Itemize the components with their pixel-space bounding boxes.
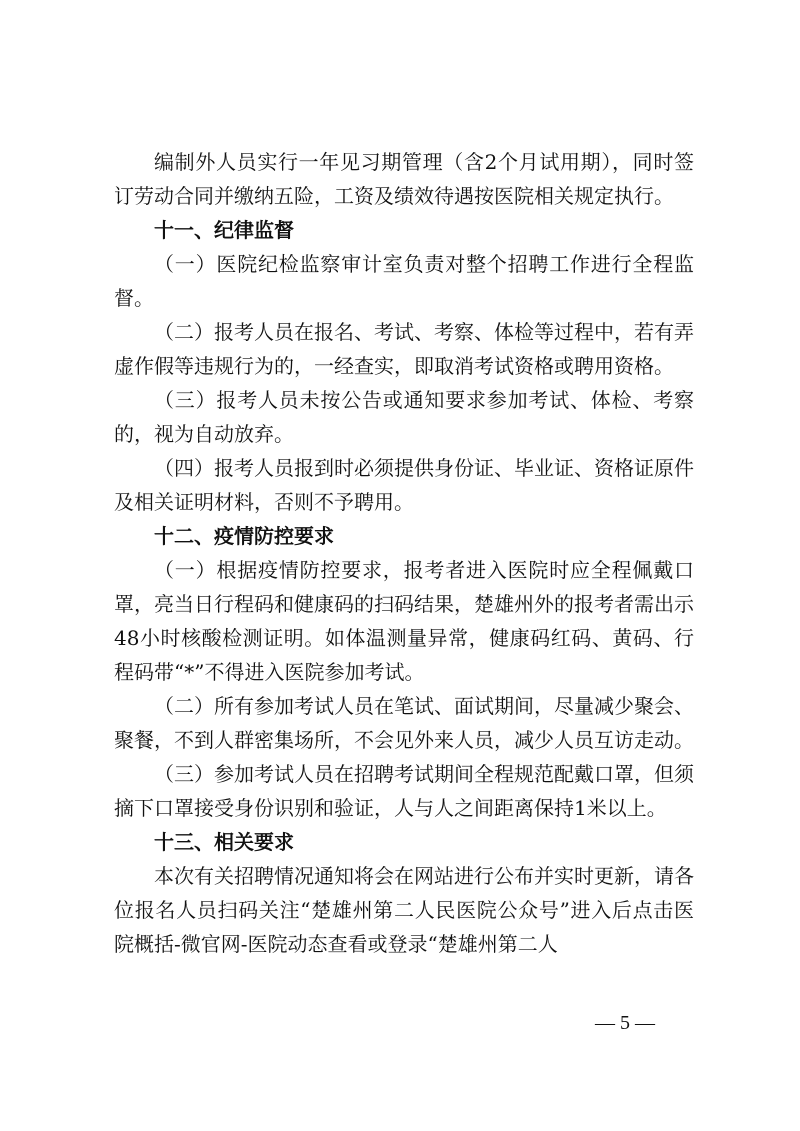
heading-epidemic: 十二、疫情防控要求 bbox=[154, 524, 334, 548]
paragraph-epidemic-1: （一）根据疫情防控要求，报考者进入医院时应全程佩戴口罩，亮当日行程码和健康码的扫码结果，楚雄州外的报考者需出示48小时核酸检测证明。如体温测量异常，健康码红码、黄码、行程码带“*”不得进入医院参加考试。 bbox=[114, 558, 694, 684]
paragraph-discipline-3: （三）报考人员未按公告或通知要求参加考试、体检、考察的，视为自动放弃。 bbox=[114, 388, 694, 446]
page-number: — 5 — bbox=[595, 1012, 655, 1034]
heading-discipline: 十一、纪律监督 bbox=[154, 218, 294, 242]
document-body bbox=[114, 145, 694, 961]
paragraph-discipline-2: （二）报考人员在报名、考试、考察、体检等过程中，若有弄虚作假等违规行为的，一经查实，即取消考试资格或聘用资格。 bbox=[114, 320, 694, 378]
paragraph-discipline-4: （四）报考人员报到时必须提供身份证、毕业证、资格证原件及相关证明材料，否则不予聘用。 bbox=[114, 456, 694, 514]
paragraph-discipline-1: （一）医院纪检监察审计室负责对整个招聘工作进行全程监督。 bbox=[114, 252, 694, 310]
paragraph-probation: 编制外人员实行一年见习期管理（含2个月试用期），同时签订劳动合同并缴纳五险，工资及绩效待遇按医院相关规定执行。 bbox=[114, 150, 694, 208]
paragraph-epidemic-2: （二）所有参加考试人员在笔试、面试期间，尽量减少聚会、聚餐，不到人群密集场所，不会见外来人员，减少人员互访走动。 bbox=[114, 694, 694, 752]
heading-requirements: 十三、相关要求 bbox=[154, 830, 294, 854]
paragraph-epidemic-3: （三）参加考试人员在招聘考试期间全程规范配戴口罩，但须摘下口罩接受身份识别和验证，人与人之间距离保持1米以上。 bbox=[114, 762, 694, 820]
paragraph-requirements-1: 本次有关招聘情况通知将会在网站进行公布并实时更新，请各位报名人员扫码关注“楚雄州第二人民医院公众号”进入后点击医院概括-微官网-医院动态查看或登录“楚雄州第二人 bbox=[114, 864, 694, 956]
